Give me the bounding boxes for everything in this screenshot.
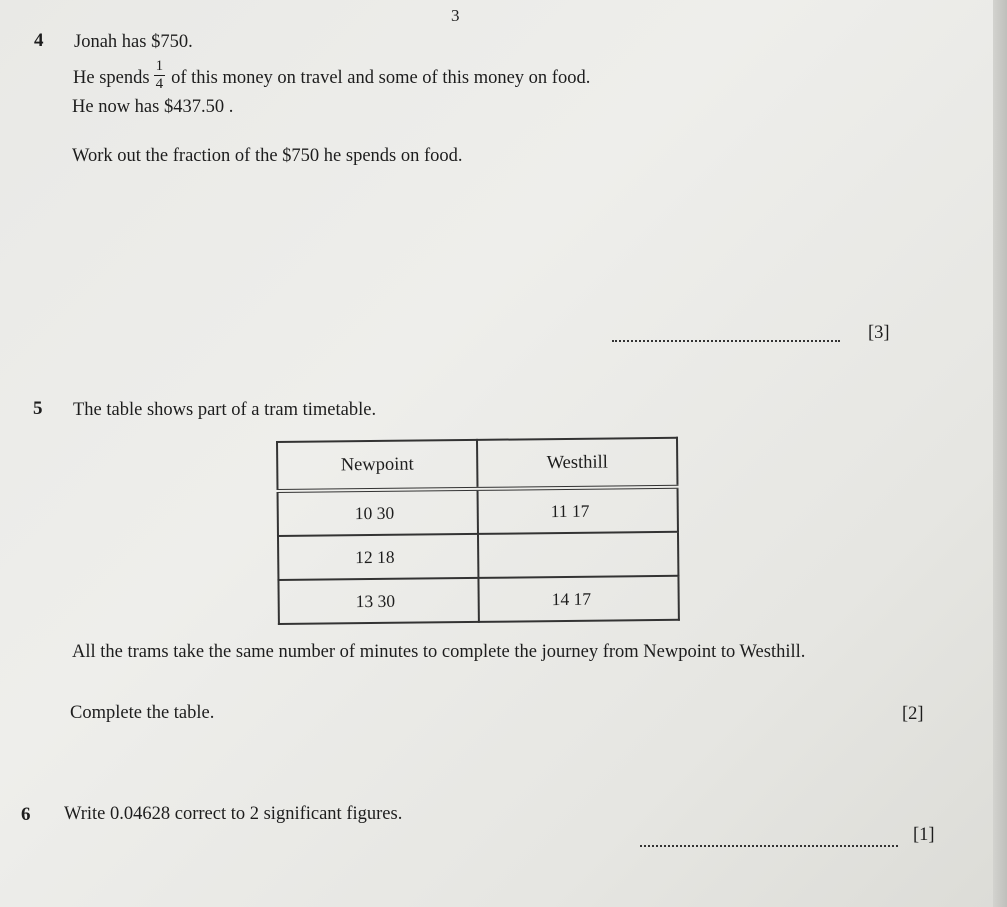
question-6-number: 6 [21,804,31,825]
westhill-time-cell: 11 17 [478,487,678,534]
newpoint-time-cell: 10 30 [278,489,478,536]
question-4-instruction: Work out the fraction of the $750 he spends on food. [72,146,463,166]
table-row [278,576,678,624]
question-5-statement: All the trams take the same number of minutes to complete the journey from Newpoint to Westhill. [72,642,806,662]
fraction-numerator: 1 [155,58,164,74]
westhill-blank-cell[interactable] [478,532,678,578]
question-6-marks: [1] [913,825,935,845]
header-newpoint: Newpoint [277,440,478,491]
timetable-header-row [277,438,677,491]
question-4-marks: [3] [868,323,890,343]
question-6-answer-line[interactable] [640,845,898,847]
question-4-line-2 [73,58,591,95]
question-5-intro: The table shows part of a tram timetable. [73,400,377,420]
table-row [278,487,678,536]
page-edge-shadow [993,0,1007,907]
question-6-text: Write 0.04628 correct to 2 significant figures. [64,804,403,824]
question-5-number: 5 [33,398,43,419]
question-4-answer-line[interactable] [612,340,840,342]
question-4-number: 4 [34,30,44,51]
newpoint-time-cell: 13 30 [278,578,478,624]
question-5-instruction: Complete the table. [70,703,215,723]
question-4-line-2-start: He spends [73,67,150,88]
page-number: 3 [451,6,460,25]
newpoint-time-cell: 12 18 [278,534,478,580]
one-quarter-fraction [154,59,166,92]
fraction-denominator: 4 [155,76,164,92]
question-4-line-2-end: of this money on travel and some of this money on food. [171,67,591,88]
tram-timetable [276,437,680,625]
table-row [278,532,678,580]
header-westhill: Westhill [477,438,678,489]
question-5-marks: [2] [902,704,924,724]
westhill-time-cell: 14 17 [478,576,678,622]
question-4-line-3: He now has $437.50 . [72,97,234,117]
question-4-line-1: Jonah has $750. [74,32,193,52]
